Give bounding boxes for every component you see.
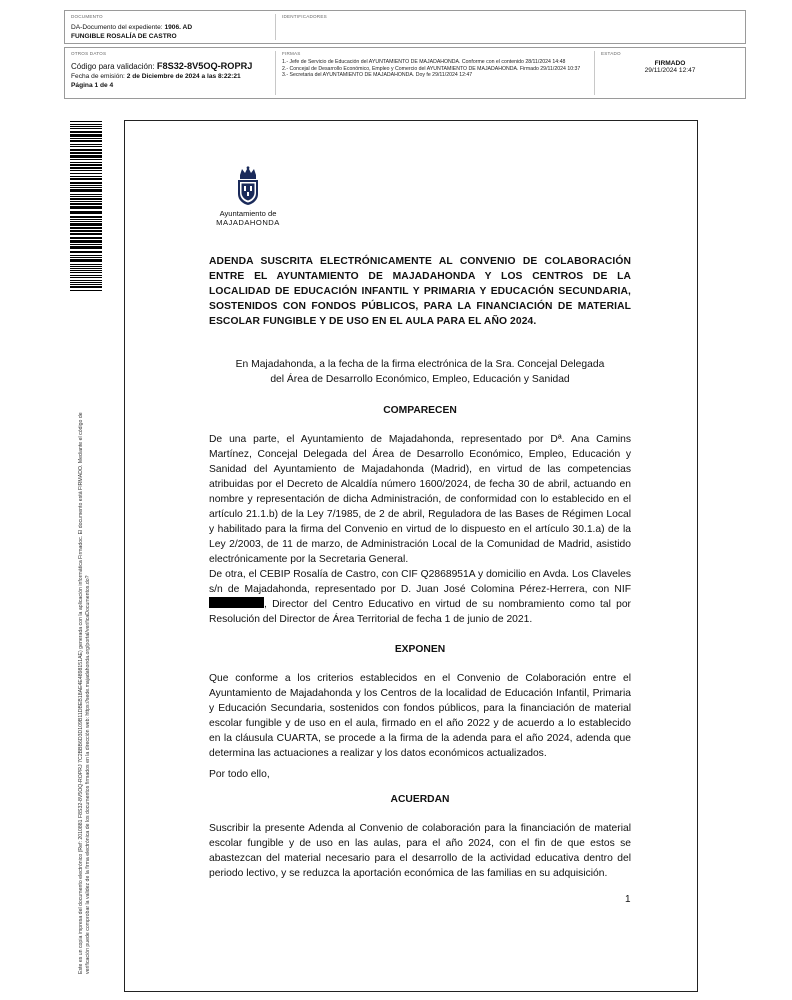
barcode-bar	[70, 189, 102, 192]
redaction-box	[209, 597, 264, 608]
issue-date-value: 2 de Diciembre de 2024 a las 8:22:21	[126, 73, 241, 80]
barcode-bar	[70, 198, 102, 200]
barcode-bar	[70, 178, 102, 180]
barcode-bar	[70, 251, 102, 253]
barcode-bar	[70, 244, 102, 245]
barcode-bar	[70, 240, 102, 243]
barcode-bar	[70, 230, 102, 232]
barcode-bar	[70, 138, 102, 139]
barcode-bar	[70, 159, 102, 160]
barcode-bar	[70, 223, 102, 226]
barcode-bar	[70, 146, 102, 147]
validation-code-value: F8S32-8V5OQ-ROPRJ	[156, 61, 253, 71]
firmas-cell	[276, 48, 594, 98]
barcode-bar	[70, 246, 102, 249]
barcode-bar	[70, 182, 102, 184]
barcode-bar	[70, 277, 102, 278]
barcode-bar	[70, 131, 102, 133]
document-title: ADENDA SUSCRITA ELECTRÓNICAMENTE AL CONVENIO DE COLABORACIÓN ENTRE EL AYUNTAMIENTO DE MAJADAHONDA Y LOS CENTROS DE LA LOCALIDAD DE EDUCACIÓN INFANTIL Y PRIMARIA Y EDUCACIÓN SECUNDARIA, SOSTENIDOS CON FONDOS PÚBLICOS, PARA LA FINANCIACIÓN DE MATERIAL ESCOLAR FUNGIBLE Y DE USO EN EL AULA PARA EL AÑO 2024.	[209, 256, 631, 327]
logo-line2: MAJADAHONDA	[216, 218, 280, 227]
barcode-bar	[70, 216, 102, 218]
barcode-bar	[70, 149, 102, 151]
barcode-bar	[70, 124, 102, 125]
barcode-bar	[70, 275, 102, 276]
barcode-bar	[70, 280, 102, 281]
expediente-line: DA-Documento del expediente: 1906. AD	[71, 24, 193, 31]
otros-datos-caption: OTROS DATOS	[71, 51, 107, 56]
barcode-bar	[70, 185, 102, 186]
firma-item: 3.- Secretaria del AYUNTAMIENTO DE MAJADAHONDA. Doy fe 29/11/2024 12:47	[282, 72, 473, 79]
barcode-bar	[70, 272, 102, 273]
acuerdan-paragraph: Suscribir la presente Adenda al Convenio de colaboración para la financiación de material escolar fungible y de uso en las aulas, para el año 2024, con el fin de que estos se abastezcan del material necesario para el desarrollo de la actividad educativa dentro del periodo lectivo, y se reduzca la aportación económica de las familias en su adquisición.	[209, 823, 631, 879]
status-badge: FIRMADO	[654, 60, 686, 67]
barcode-bar	[70, 282, 102, 283]
barcode-bar	[70, 201, 102, 202]
barcode-bar	[70, 233, 102, 235]
validation-code: Código para validación: F8S32-8V5OQ-ROPRJ	[71, 61, 253, 71]
estado-block	[595, 60, 745, 74]
barcode-bar	[70, 140, 102, 142]
barcode-bar	[70, 152, 102, 154]
header-signature-row	[64, 47, 746, 99]
barcode-bar	[70, 227, 102, 229]
logo-line1: Ayuntamiento de	[219, 209, 277, 218]
firma-item: 2.- Concejal de Desarrollo Económico, Empleo y Comercio del AYUNTAMIENTO DE MAJADAHONDA. Firmado 29/11/2024 10:37	[282, 65, 581, 72]
issue-date: Fecha de emisión: 2 de Diciembre de 2024 a las 8:22:21	[71, 73, 241, 80]
expediente-number: 1906. AD	[164, 24, 193, 31]
acuerdan-heading: ACUERDAN	[390, 794, 450, 805]
estado-caption: ESTADO	[601, 51, 621, 56]
coat-of-arms-icon	[235, 166, 261, 206]
firmas-list	[282, 59, 598, 79]
place-line: del Área de Desarrollo Económico, Empleo, Educación y Sanidad	[270, 374, 570, 385]
barcode-bar	[70, 270, 102, 271]
barcode-bar	[70, 259, 102, 262]
documento-cell	[65, 11, 275, 43]
exponen-heading: EXPONEN	[394, 644, 446, 655]
barcode-bar	[70, 134, 102, 137]
side-text-line: verificación puede comprobar la validez de la firma electrónica de los documentos firmados en la dirección web: https://sede.majadahonda.org/portal/verificaDocumentos.do?	[84, 575, 91, 974]
place-date	[209, 357, 631, 387]
barcode-bar	[70, 257, 102, 258]
document-subject: FUNGIBLE ROSALÍA DE CASTRO	[71, 33, 177, 40]
barcode-bar	[70, 167, 102, 169]
exponen-paragraph: Que conforme a los criterios establecidos en el Convenio de Colaboración entre el Ayuntamiento de Majadahonda y los Centros de la localidad de Educación Infantil, Primaria y Educación Secundaria, sostenidos con fondos públicos, para la financiación de material escolar fungible y de uso en el aula, firmado en el año 2022 y de acuerdo a lo establecido en la cláusula CUARTA, se procede a la firma de la adenda para el año 2024, adenda que determina las actuaciones a realizar y los datos económicos actualizados.	[209, 673, 631, 759]
comparecen-paragraph: De otra, el CEBIP Rosalía de Castro, con CIF Q2868951A y domicilio en Avda. Los Claveles s/n de Majadahonda, representado por D. Juan José Colomina Pérez-Herrera, con NIF , Director del Centro Educativo en virtud de su nombramiento como tal por Resolución del Director de Área Territorial de fecha 1 de junio de 2021.	[209, 569, 631, 625]
barcode-bar	[70, 162, 102, 163]
comparecen-heading: COMPARECEN	[383, 405, 457, 416]
barcode-bar	[70, 221, 102, 222]
barcode-image	[70, 121, 102, 293]
barcode-bar	[70, 255, 102, 256]
barcode-bar	[70, 268, 102, 269]
barcode-bar	[70, 194, 102, 195]
barcode-bar	[70, 203, 102, 205]
place-line: En Majadahonda, a la fecha de la firma electrónica de la Sra. Concejal Delegada	[235, 359, 605, 370]
barcode-bar	[70, 196, 102, 197]
exponen-paragraph: Por todo ello,	[209, 769, 270, 780]
estado-cell	[595, 48, 745, 98]
status-date: 29/11/2024 12:47	[644, 67, 696, 74]
header-document-row	[64, 10, 746, 44]
firma-item: 1.- Jefe de Servicio de Educación del AYUNTAMIENTO DE MAJADAHONDA. Conforme con el contenido 28/11/2024 14:48	[282, 59, 566, 65]
barcode-bar	[70, 155, 102, 158]
barcode-bar	[70, 290, 102, 291]
verification-side-text	[78, 294, 92, 974]
barcode-bar	[70, 170, 102, 171]
comparecen-paragraph: De una parte, el Ayuntamiento de Majadahonda, representado por Dª. Ana Camins Martínez, Concejal Delegada del Área de Desarrollo Económico, Empleo, Educación y Sanidad del Ayuntamiento de Majadahonda (Madrid), en virtud de las competencias atribuidas por el Decreto de Alcaldía número 1600/2024, de fecha 30 de abril, actuando en nombre y representación de dicha Administración, de conformidad con lo establecido en el artículo 21.1.b) de la Ley 7/1985, de 2 de abril, Reguladora de las Bases de Régimen Local y habilitado para la firma del Convenio en virtud de lo dispuesto en el artículo 30.1.a) de la Ley 2/2003, de 11 de marzo, de Administración Local de la Comunidad de Madrid, asistido electrónicamente por la Secretaria General.	[209, 434, 631, 565]
barcode-bar	[70, 266, 102, 267]
document-page	[124, 120, 698, 992]
barcode-bar	[70, 284, 102, 285]
barcode-bar	[70, 164, 102, 166]
barcode-bar	[70, 121, 102, 122]
barcode-bar	[70, 187, 102, 188]
barcode-bar	[70, 211, 102, 214]
barcode-bar	[70, 206, 102, 209]
barcode-bar	[70, 126, 102, 127]
identificadores-cell	[276, 11, 745, 43]
barcode-bar	[70, 128, 102, 129]
barcode-bar	[70, 219, 102, 220]
barcode-bar	[70, 144, 102, 145]
identificadores-caption: IDENTIFICADORES	[282, 14, 327, 19]
barcode-bar	[70, 176, 102, 177]
firmas-caption: FIRMAS	[282, 51, 301, 56]
page-number: 1	[625, 894, 631, 905]
documento-caption: DOCUMENTO	[71, 14, 103, 19]
otros-datos-cell	[65, 48, 275, 98]
page-count: Página 1 de 4	[71, 82, 114, 89]
barcode-bar	[70, 264, 102, 265]
side-text-line: Este es un copia impresa del documento electrónico (Ref: 2010881 F8S32-8V5OQ-ROPRJ 7C2BBB6D3D109B11DBEB18AE4E4898151AE) generada con la aplicación informática Firmadoc. El documento está FIRMADO. Mediante el código de	[78, 412, 84, 974]
barcode-bar	[70, 173, 102, 174]
barcode-bar	[70, 237, 102, 239]
municipality-logo	[213, 166, 283, 227]
barcode-bar	[70, 286, 102, 288]
